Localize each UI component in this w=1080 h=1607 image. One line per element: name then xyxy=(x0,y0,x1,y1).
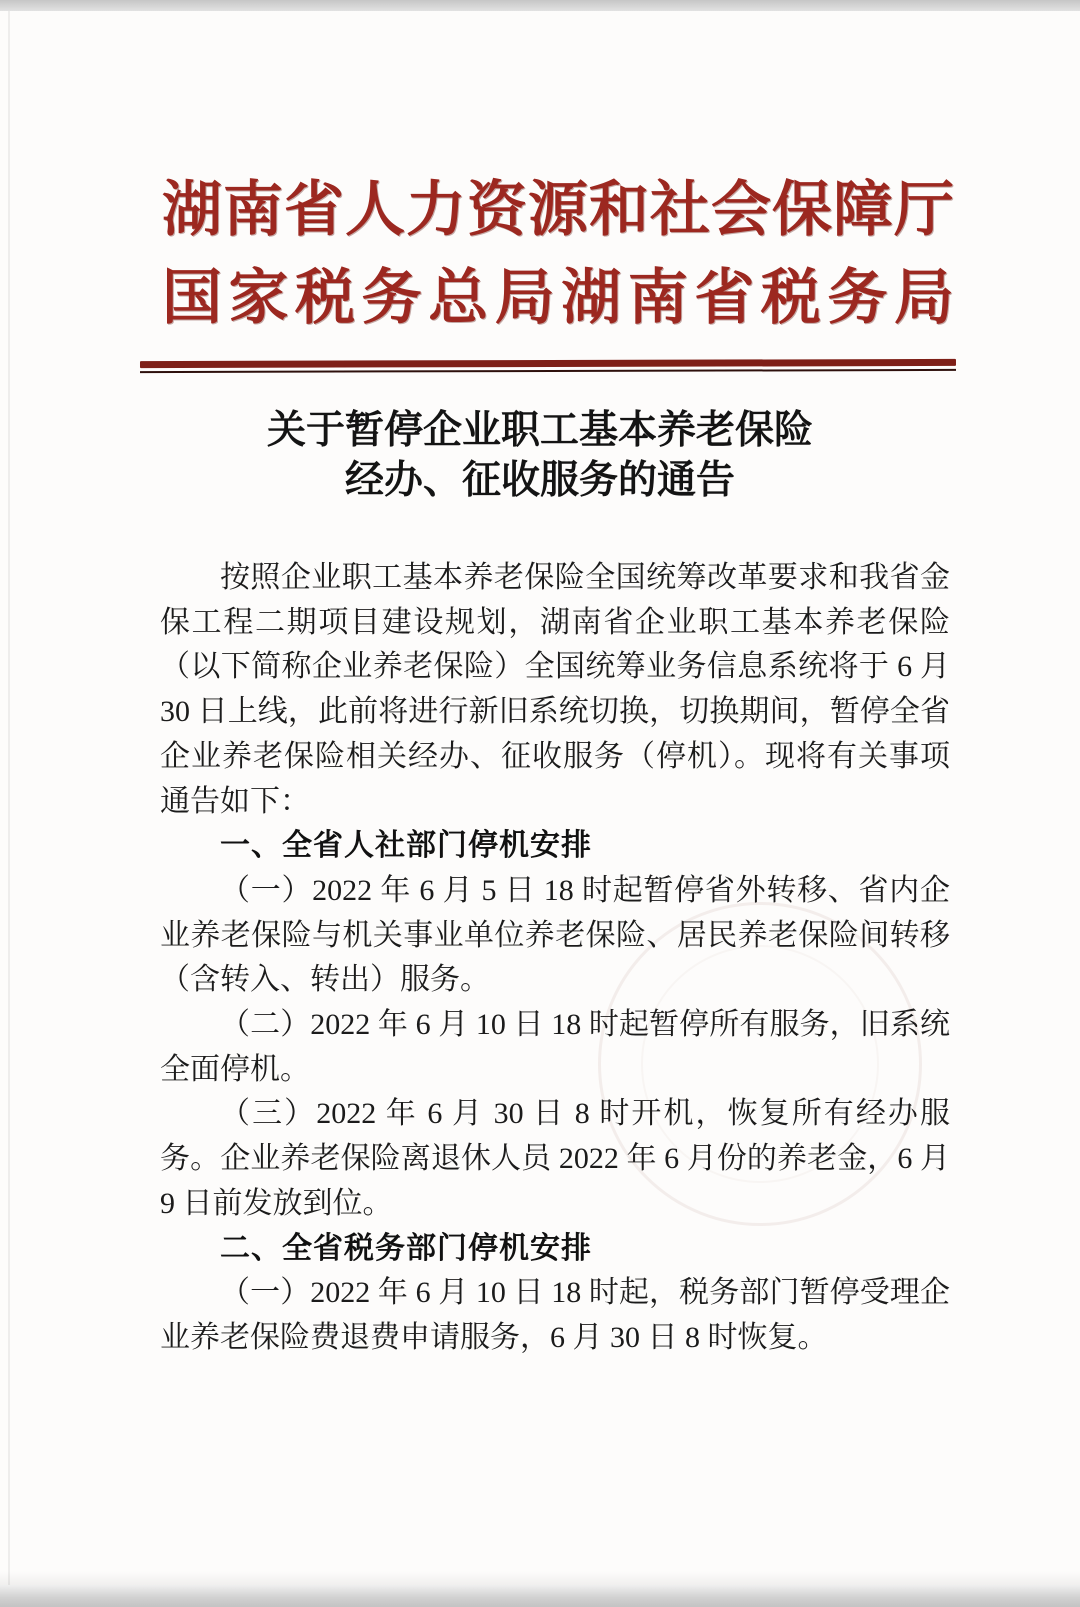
section-heading-1: 一、全省人社部门停机安排 xyxy=(220,829,592,863)
notice-paragraph: （一）2022 年 6 月 10 日 18 时起，税务部门暂停受理企业养老保险费退费申请服务，6 月 30 日 8 时恢复。 xyxy=(160,1276,950,1354)
notice-paragraph: （二）2022 年 6 月 10 日 18 时起暂停所有服务，旧系统全面停机。 xyxy=(160,1008,950,1086)
paper-left-edge xyxy=(8,11,10,1585)
paper-shadow xyxy=(0,1571,1080,1585)
notice-paragraph: 按照企业职工基本养老保险全国统筹改革要求和我省金保工程二期项目建设规划，湖南省企业职工基本养老保险（以下简称企业养老保险）全国统筹业务信息系统将于 6 月 30 日上线，此前将进行新旧系统切换，切换期间，暂停全省企业养老保险相关经办、征收服务（停机）。现将有关事项通告如下： xyxy=(160,561,950,818)
issuer-line-1: 湖南省人力资源和社会保障厅 xyxy=(162,177,954,243)
letterhead xyxy=(162,166,954,342)
notice-title xyxy=(0,406,1080,506)
notice-paragraph: （三）2022 年 6 月 30 日 8 时开机，恢复所有经办服务。企业养老保险离退休人员 2022 年 6 月份的养老金，6 月 9 日前发放到位。 xyxy=(160,1097,950,1220)
notice-body xyxy=(160,556,950,1361)
photo-top-edge xyxy=(0,0,1080,11)
section-heading-2: 二、全省税务部门停机安排 xyxy=(220,1231,592,1265)
notice-title-line-2: 经办、征收服务的通告 xyxy=(344,459,735,502)
notice-paragraph: （一）2022 年 6 月 5 日 18 时起暂停省外转移、省内企业养老保险与机关事业单位养老保险、居民养老保险间转移（含转入、转出）服务。 xyxy=(160,873,950,997)
letterhead-rule xyxy=(140,359,956,373)
notice-title-line-1: 关于暂停企业职工基本养老保险 xyxy=(266,409,813,452)
issuer-line-2: 国家税务总局湖南省税务局 xyxy=(162,265,954,331)
photo-bottom-edge xyxy=(0,1585,1080,1607)
